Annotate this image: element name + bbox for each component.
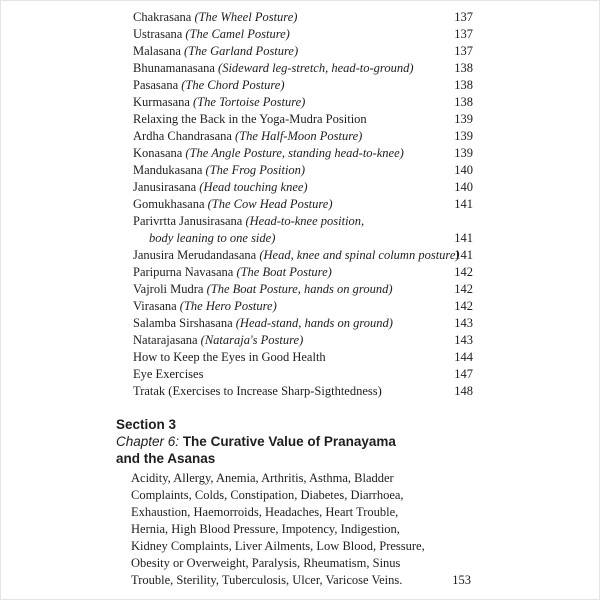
ailment-text: Obesity or Overweight, Paralysis, Rheumatism, Sinus [131, 556, 401, 570]
toc-page-number: 141 [454, 248, 473, 262]
toc-entry [133, 264, 473, 281]
toc-entry [133, 111, 473, 128]
section-page-number: 153 [452, 573, 471, 587]
section-title: Section 3 [116, 417, 177, 432]
toc-entry [133, 298, 473, 315]
chapter-heading [116, 433, 476, 450]
toc-entry [133, 213, 473, 230]
toc-entry-subtitle: (The Chord Posture) [181, 78, 285, 92]
toc-entry-subtitle: (Head-stand, hands on ground) [235, 316, 393, 330]
toc-entry-name: Kurmasana [133, 95, 190, 109]
toc-entry-name: Vajroli Mudra [133, 282, 204, 296]
toc-page-number: 140 [454, 180, 473, 194]
toc-entry [133, 77, 473, 94]
toc-entry-name: Janusira Merudandasana [133, 248, 257, 262]
toc-entry-name: Salamba Sirshasana [133, 316, 233, 330]
toc-page-number: 144 [454, 350, 473, 364]
ailment-text: Kidney Complaints, Liver Ailments, Low Blood, Pressure, [131, 539, 425, 553]
chapter-label: Chapter 6: [116, 434, 180, 449]
ailment-line [131, 555, 471, 572]
ailment-text: Trouble, Sterility, Tuberculosis, Ulcer, Varicose Veins. [131, 573, 403, 587]
toc-entry [133, 196, 473, 213]
toc-entry [133, 230, 473, 247]
toc-entry-name: Natarajasana [133, 333, 198, 347]
toc-entry-name: Tratak (Exercises to Increase Sharp-Sigthtedness) [133, 384, 382, 398]
ailment-line [131, 538, 471, 555]
toc-entry [133, 145, 473, 162]
toc-page-number: 141 [454, 197, 473, 211]
toc-page-number: 138 [454, 95, 473, 109]
toc-entry-name: Chakrasana [133, 10, 192, 24]
toc-entry-subtitle: (The Wheel Posture) [194, 10, 298, 24]
toc-page-number: 147 [454, 367, 473, 381]
toc-page-number: 137 [454, 27, 473, 41]
toc-entry-name: Paripurna Navasana [133, 265, 234, 279]
ailment-list [131, 470, 471, 589]
toc-entry [133, 315, 473, 332]
toc-entry [133, 281, 473, 298]
toc-entry [133, 179, 473, 196]
ailment-line [131, 504, 471, 521]
chapter-title-line-1: The Curative Value of Pranayama [182, 434, 396, 449]
toc-entry-name: Pasasana [133, 78, 179, 92]
toc-page-number: 137 [454, 44, 473, 58]
toc-page-number: 137 [454, 10, 473, 24]
toc-page-number: 143 [454, 333, 473, 347]
toc-entry-name: Malasana [133, 44, 181, 58]
toc-page-number: 142 [454, 299, 473, 313]
toc-entry [133, 247, 473, 264]
ailment-line [131, 470, 471, 487]
toc-entry [133, 366, 473, 383]
toc-entry [133, 128, 473, 145]
toc-page-number: 138 [454, 78, 473, 92]
toc-entry-subtitle: (The Boat Posture) [236, 265, 332, 279]
toc-entry-name: Ustrasana [133, 27, 183, 41]
toc-entry-subtitle: (The Hero Posture) [179, 299, 277, 313]
ailment-text: Complaints, Colds, Constipation, Diabetes, Diarrhoea, [131, 488, 404, 502]
chapter-heading-cont [116, 450, 476, 467]
ailment-text: Acidity, Allergy, Anemia, Arthritis, Asthma, Bladder [131, 471, 394, 485]
toc-entry-name: Gomukhasana [133, 197, 205, 211]
toc-entry-name: Mandukasana [133, 163, 203, 177]
ailment-text: Exhaustion, Haemorroids, Headaches, Heart Trouble, [131, 505, 399, 519]
toc-page-number: 142 [454, 282, 473, 296]
toc-entry-subtitle: (The Camel Posture) [185, 27, 290, 41]
toc-entry-name: Konasana [133, 146, 183, 160]
toc-entry [133, 162, 473, 179]
toc-entry-name: How to Keep the Eyes in Good Health [133, 350, 326, 364]
chapter-title-line-2: and the Asanas [116, 451, 216, 466]
toc-entry-name: Bhunamanasana [133, 61, 215, 75]
toc-entry-subtitle: (Head touching knee) [199, 180, 308, 194]
toc-entry-subtitle: (The Tortoise Posture) [193, 95, 306, 109]
toc-page-number: 139 [454, 146, 473, 160]
toc-entry-subtitle: (Head, knee and spinal column posture) [259, 248, 460, 262]
toc-entry [133, 383, 473, 400]
toc-page-number: 138 [454, 61, 473, 75]
toc-entry-subtitle: (Nataraja's Posture) [200, 333, 304, 347]
toc-entry-name: Parivrtta Janusirasana [133, 214, 243, 228]
section-3 [116, 416, 476, 589]
toc-page-number: 140 [454, 163, 473, 177]
toc-entry-subtitle: (The Garland Posture) [184, 44, 299, 58]
toc-entry-subtitle: (The Boat Posture, hands on ground) [206, 282, 393, 296]
toc-page-number: 142 [454, 265, 473, 279]
toc-entry-subtitle: (The Frog Position) [205, 163, 306, 177]
toc-entry-subtitle: (Sideward leg-stretch, head-to-ground) [218, 61, 414, 75]
ailment-line [131, 572, 471, 589]
toc-entry [133, 9, 473, 26]
ailment-line [131, 521, 471, 538]
toc-page-number: 148 [454, 384, 473, 398]
toc-page-number: 139 [454, 112, 473, 126]
ailment-line [131, 487, 471, 504]
toc-entry [133, 94, 473, 111]
toc-entry-name: Janusirasana [133, 180, 197, 194]
ailment-text: Hernia, High Blood Pressure, Impotency, Indigestion, [131, 522, 400, 536]
toc-entry [133, 43, 473, 60]
toc-entry-name: Relaxing the Back in the Yoga-Mudra Position [133, 112, 367, 126]
toc-entry [133, 349, 473, 366]
toc-entry-name: Ardha Chandrasana [133, 129, 232, 143]
toc-page-number: 143 [454, 316, 473, 330]
toc-page-number: 141 [454, 231, 473, 245]
toc-entry [133, 26, 473, 43]
toc-entry-name: Virasana [133, 299, 177, 313]
toc-entry-subtitle: (The Half-Moon Posture) [235, 129, 363, 143]
toc-entry [133, 60, 473, 77]
toc-entry-subtitle: (The Cow Head Posture) [207, 197, 333, 211]
toc-entry [133, 332, 473, 349]
toc-page-number: 139 [454, 129, 473, 143]
toc-entry-subtitle: (The Angle Posture, standing head-to-knee) [185, 146, 404, 160]
toc-entry-subtitle: (Head-to-knee position, [245, 214, 365, 228]
toc-entry-name: Eye Exercises [133, 367, 204, 381]
toc-entry-subtitle: body leaning to one side) [149, 231, 276, 245]
table-of-contents [133, 9, 473, 400]
